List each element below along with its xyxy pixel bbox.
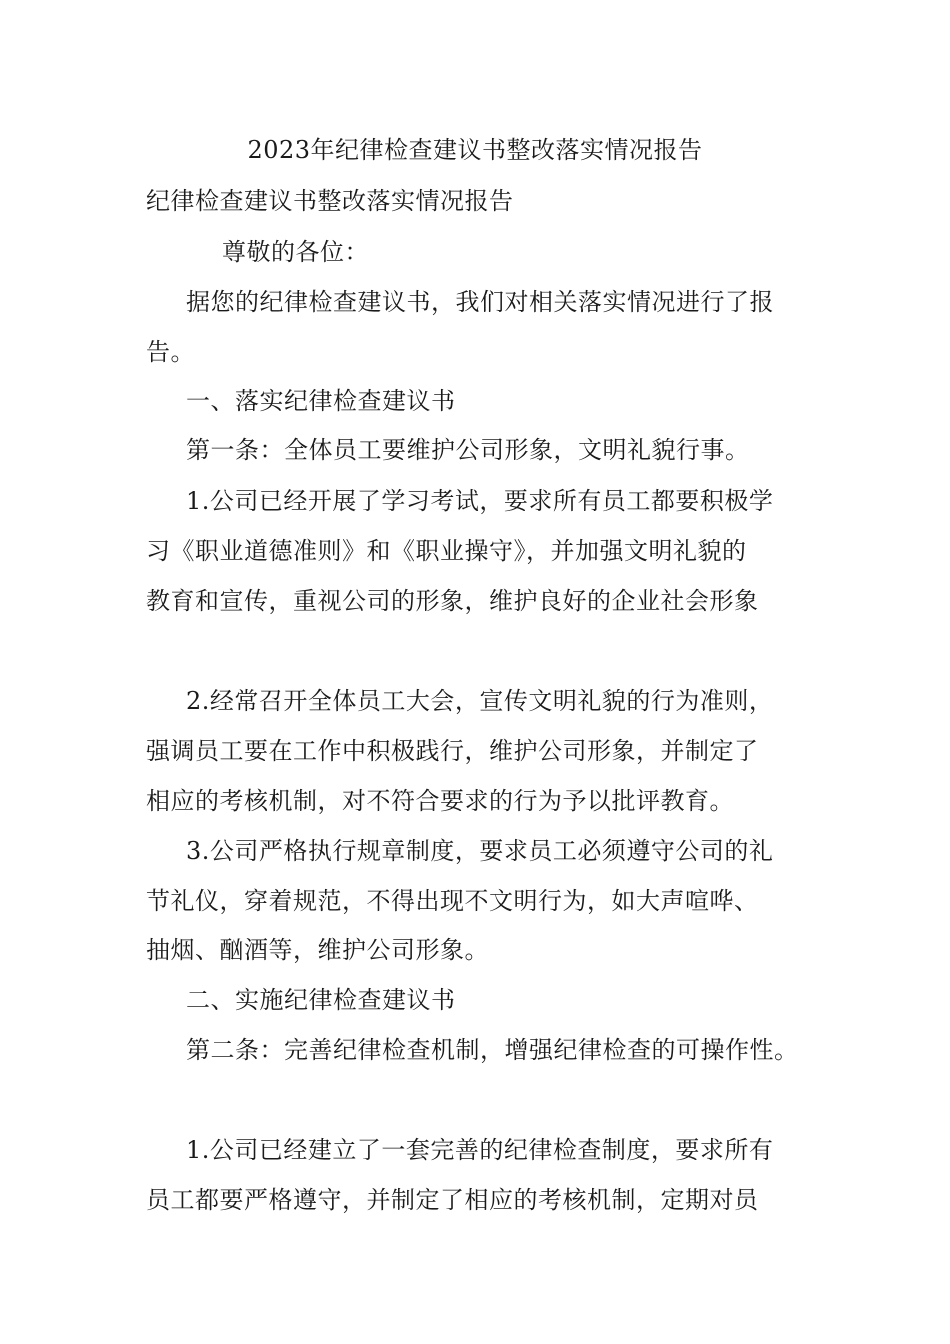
- paragraph-line: 2.经常召开全体员工大会，宣传文明礼貌的行为准则，: [186, 687, 774, 715]
- salutation: 尊敬的各位：: [222, 238, 369, 266]
- paragraph-line: 教育和宣传，重视公司的形象，维护良好的企业社会形象: [146, 587, 759, 615]
- paragraph-line: 告。: [146, 338, 195, 366]
- paragraph-line: 抽烟、酗酒等，维护公司形象。: [146, 936, 489, 964]
- paragraph-line: 据您的纪律检查建议书，我们对相关落实情况进行了报: [186, 288, 774, 316]
- paragraph-line: 习《职业道德准则》和《职业操守》，并加强文明礼貌的: [146, 537, 747, 565]
- paragraph-line: 3.公司严格执行规章制度，要求员工必须遵守公司的礼: [186, 837, 774, 865]
- article-heading: 第一条：全体员工要维护公司形象，文明礼貌行事。: [186, 436, 750, 464]
- paragraph-line: 相应的考核机制，对不符合要求的行为予以批评教育。: [146, 787, 734, 815]
- document-title: 2023年纪律检查建议书整改落实情况报告: [247, 136, 703, 164]
- paragraph-line: 1.公司已经建立了一套完善的纪律检查制度，要求所有: [186, 1136, 774, 1164]
- section-heading: 一、落实纪律检查建议书: [186, 387, 456, 415]
- section-heading: 二、实施纪律检查建议书: [186, 986, 456, 1014]
- paragraph-line: 节礼仪，穿着规范，不得出现不文明行为，如大声喧哗、: [146, 887, 759, 915]
- paragraph-line: 强调员工要在工作中积极践行，维护公司形象，并制定了: [146, 737, 759, 765]
- paragraph-line: 1.公司已经开展了学习考试，要求所有员工都要积极学: [186, 487, 774, 515]
- article-heading: 第二条：完善纪律检查机制，增强纪律检查的可操作性。: [186, 1036, 799, 1064]
- document-subtitle: 纪律检查建议书整改落实情况报告: [146, 187, 514, 215]
- paragraph-line: 员工都要严格遵守，并制定了相应的考核机制，定期对员: [146, 1186, 759, 1214]
